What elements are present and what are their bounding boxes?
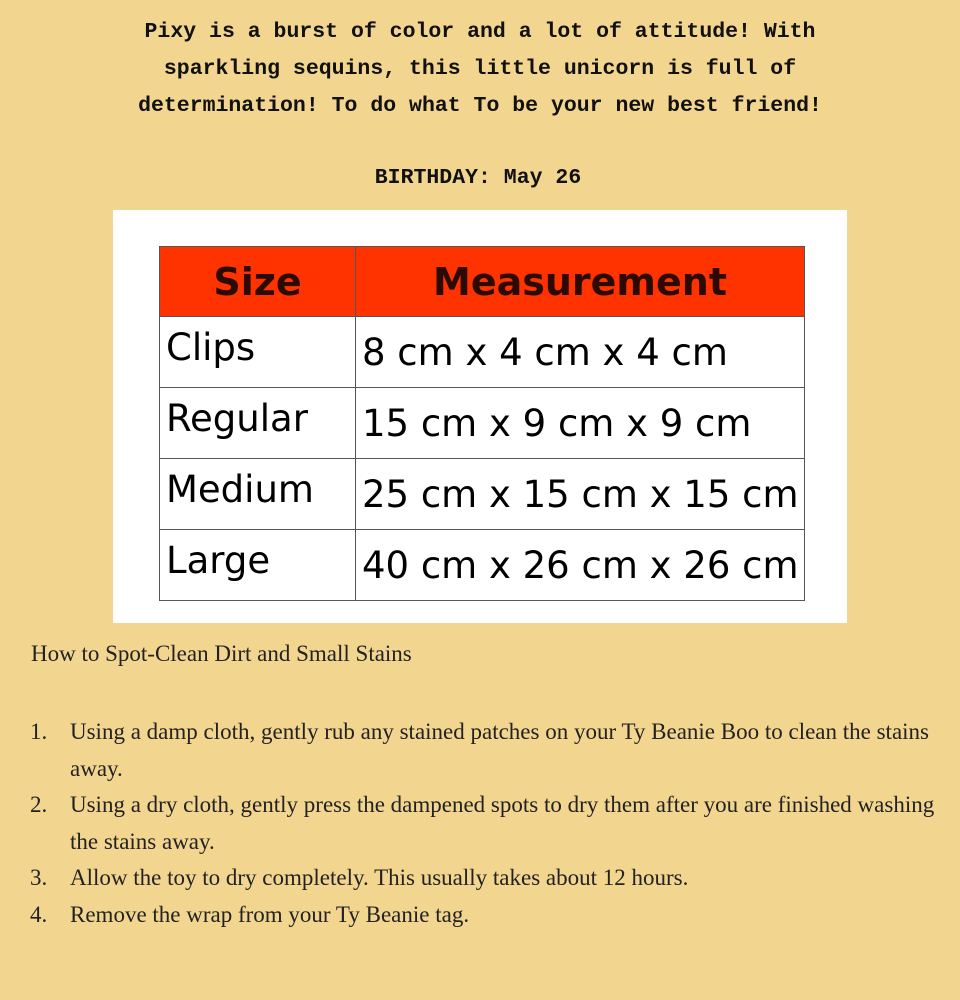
step-text: Using a dry cloth, gently press the dampened spots to dry them after you are finished washing the stains away. xyxy=(70,792,935,854)
step-text: Remove the wrap from your Ty Beanie tag. xyxy=(70,901,470,927)
table-header-row xyxy=(160,247,805,317)
table-row xyxy=(160,388,805,459)
step-number: 2. xyxy=(30,792,48,817)
list-item xyxy=(30,860,945,897)
measurement-cell: 8 cm x 4 cm x 4 cm xyxy=(356,317,805,388)
size-chart-image xyxy=(113,210,847,623)
header-measurement: Measurement xyxy=(356,247,805,317)
list-item xyxy=(30,897,945,934)
size-cell: Medium xyxy=(160,459,356,530)
step-number: 3. xyxy=(30,865,48,890)
table-row xyxy=(160,317,805,388)
step-text: Allow the toy to dry completely. This usually takes about 12 hours. xyxy=(70,865,689,890)
description-line: sparkling sequins, this little unicorn is full of xyxy=(163,57,797,81)
step-number: 1. xyxy=(30,719,48,744)
description-line: Pixy is a burst of color and a lot of attitude! With xyxy=(144,20,816,44)
header-size: Size xyxy=(160,247,356,317)
size-cell: Regular xyxy=(160,388,356,459)
description-line: determination! To do what To be your new best friend! xyxy=(138,94,822,118)
size-cell: Clips xyxy=(160,317,356,388)
birthday-text: BIRTHDAY: May 26 xyxy=(374,166,582,190)
measurement-cell: 15 cm x 9 cm x 9 cm xyxy=(356,388,805,459)
care-instructions-title: How to Spot-Clean Dirt and Small Stains xyxy=(31,641,412,666)
size-cell: Large xyxy=(160,530,356,601)
step-text: Using a damp cloth, gently rub any stained patches on your Ty Beanie Boo to clean the stains away. xyxy=(70,719,929,781)
table-row xyxy=(160,530,805,601)
step-number: 4. xyxy=(30,901,48,927)
list-item xyxy=(30,787,945,860)
care-steps-list xyxy=(30,714,945,933)
list-item xyxy=(30,714,945,787)
product-description xyxy=(40,14,920,125)
size-table xyxy=(159,246,805,601)
measurement-cell: 25 cm x 15 cm x 15 cm xyxy=(356,459,805,530)
table-row xyxy=(160,459,805,530)
measurement-cell: 40 cm x 26 cm x 26 cm xyxy=(356,530,805,601)
